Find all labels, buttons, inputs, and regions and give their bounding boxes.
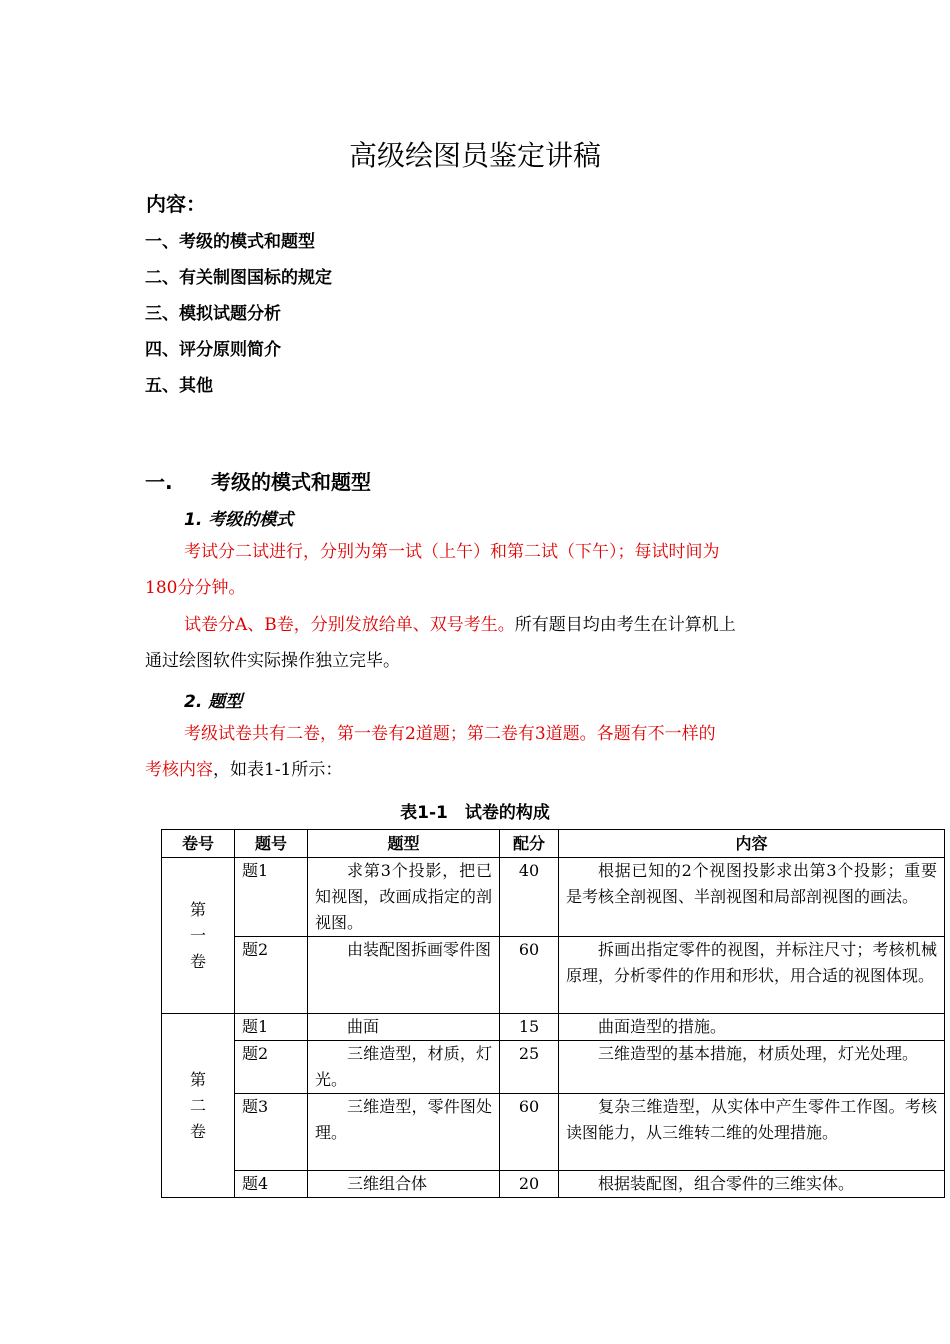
section-title: 考级的模式和题型	[211, 470, 371, 494]
question-type-cell: 三维组合体	[308, 1171, 500, 1198]
paragraph-line: 180分分钟。	[145, 578, 246, 598]
section-number: 一.	[145, 470, 173, 494]
content-cell: 三维造型的基本措施，材质处理，灯光处理。	[559, 1041, 945, 1094]
toc-item: 四、评分原则简介	[145, 340, 281, 360]
question-type-cell: 求第3个投影，把已知视图，改画成指定的剖视图。	[308, 858, 500, 937]
document-title: 高级绘图员鉴定讲稿	[348, 139, 601, 172]
table-row	[162, 858, 945, 937]
header-cell: 内容	[559, 830, 945, 858]
paragraph-text: ，如表1-1所示：	[213, 760, 343, 780]
paragraph-line: 考试分二试进行，分别为第一试（上午）和第二试（下午）；每试时间为	[184, 542, 720, 562]
volume-label: 第二卷	[190, 1069, 207, 1141]
content-cell: 根据装配图，组合零件的三维实体。	[559, 1171, 945, 1198]
score-cell: 60	[500, 1094, 559, 1171]
question-no-cell: 题4	[235, 1171, 308, 1198]
table-caption: 表1-1 试卷的构成	[400, 803, 550, 823]
paragraph-line	[184, 607, 736, 643]
question-no-cell: 题1	[235, 1014, 308, 1041]
toc-item: 一、考级的模式和题型	[145, 232, 315, 252]
table-row	[162, 1171, 945, 1198]
score-cell: 40	[500, 858, 559, 937]
header-cell: 卷号	[162, 830, 235, 858]
content-cell: 曲面造型的措施。	[559, 1014, 945, 1041]
paragraph-text: 所有题目均由考生在计算机上	[514, 615, 736, 635]
content-cell: 复杂三维造型，从实体中产生零件工作图。考核读图能力，从三维转二维的处理措施。	[559, 1094, 945, 1171]
score-cell: 60	[500, 937, 559, 1014]
header-cell: 配分	[500, 830, 559, 858]
subsection-heading: 1. 考级的模式	[184, 510, 294, 530]
paragraph-red-text: 试卷分A、B卷，分别发放给单、双号考生。	[184, 615, 515, 635]
score-cell: 15	[500, 1014, 559, 1041]
paragraph-red-text: 考核内容	[145, 760, 213, 780]
question-no-cell: 题2	[235, 937, 308, 1014]
volume-cell	[162, 1014, 235, 1198]
toc-item: 三、模拟试题分析	[145, 304, 281, 324]
question-no-cell: 题2	[235, 1041, 308, 1094]
table-row	[162, 937, 945, 1014]
paragraph-line: 考级试卷共有二卷，第一卷有2道题；第二卷有3道题。各题有不一样的	[184, 724, 716, 744]
volume-cell	[162, 858, 235, 1014]
subsection-heading: 2. 题型	[184, 692, 243, 712]
exam-structure-table	[161, 829, 945, 1198]
contents-label: 内容：	[146, 192, 206, 216]
toc-item: 五、其他	[145, 376, 213, 396]
paragraph-line	[145, 752, 342, 788]
question-no-cell: 题3	[235, 1094, 308, 1171]
question-type-cell: 三维造型，零件图处理。	[308, 1094, 500, 1171]
volume-label: 第一卷	[190, 899, 207, 971]
content-cell: 拆画出指定零件的视图，并标注尺寸；考核机械原理，分析零件的作用和形状，用合适的视图体现。	[559, 937, 945, 1014]
question-no-cell: 题1	[235, 858, 308, 937]
toc-item: 二、有关制图国标的规定	[145, 268, 332, 288]
table-row	[162, 1041, 945, 1094]
question-type-cell: 曲面	[308, 1014, 500, 1041]
section-heading	[145, 466, 371, 495]
question-type-cell: 由装配图拆画零件图	[308, 937, 500, 1014]
score-cell: 20	[500, 1171, 559, 1198]
content-cell: 根据已知的2个视图投影求出第3个投影；重要是考核全剖视图、半剖视图和局部剖视图的画法。	[559, 858, 945, 937]
table-row	[162, 1094, 945, 1171]
table-header-row	[162, 830, 945, 858]
header-cell: 题型	[308, 830, 500, 858]
question-type-cell: 三维造型，材质，灯光。	[308, 1041, 500, 1094]
score-cell: 25	[500, 1041, 559, 1094]
header-cell: 题号	[235, 830, 308, 858]
paragraph-line: 通过绘图软件实际操作独立完毕。	[145, 651, 400, 671]
table-row	[162, 1014, 945, 1041]
